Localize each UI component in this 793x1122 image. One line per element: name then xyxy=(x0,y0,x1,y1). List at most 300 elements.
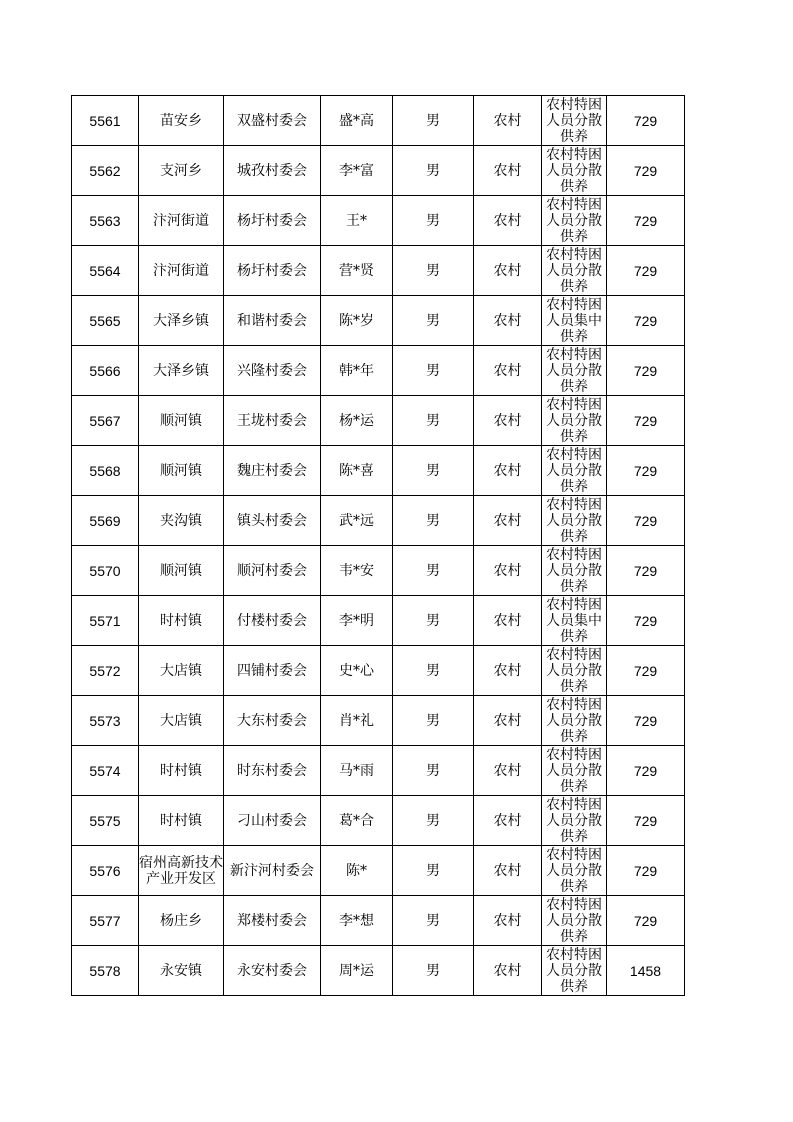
town-cell xyxy=(139,246,224,296)
record-id-cell-text: 5565 xyxy=(89,312,121,329)
record-id-cell-text: 5563 xyxy=(89,212,121,229)
amount-cell xyxy=(607,796,685,846)
amount-cell-text: 729 xyxy=(633,612,658,629)
record-id-cell-text: 5573 xyxy=(89,712,121,729)
amount-cell xyxy=(607,346,685,396)
support-type-cell-text: 农村特困人员分散供养 xyxy=(546,197,602,245)
person-name-cell xyxy=(321,96,393,146)
town-cell-text: 时村镇 xyxy=(160,612,202,629)
town-cell xyxy=(139,596,224,646)
town-cell xyxy=(139,646,224,696)
table-row xyxy=(72,296,685,346)
town-cell-text: 时村镇 xyxy=(160,762,202,779)
gender-cell-text: 男 xyxy=(426,562,440,579)
amount-cell xyxy=(607,96,685,146)
support-type-cell xyxy=(542,896,607,946)
town-cell-text: 大泽乡镇 xyxy=(153,312,209,329)
amount-cell xyxy=(607,696,685,746)
gender-cell-text: 男 xyxy=(426,262,440,279)
gender-cell-text: 男 xyxy=(426,462,440,479)
support-type-cell-text: 农村特困人员分散供养 xyxy=(546,97,602,145)
record-id-cell xyxy=(72,446,139,496)
town-cell xyxy=(139,146,224,196)
table-row xyxy=(72,446,685,496)
area-type-cell-text: 农村 xyxy=(493,412,522,429)
village-committee-cell xyxy=(224,346,321,396)
amount-cell-text: 729 xyxy=(633,912,658,929)
village-committee-cell xyxy=(224,746,321,796)
support-type-cell xyxy=(542,196,607,246)
area-type-cell xyxy=(474,96,542,146)
town-cell-text: 顺河镇 xyxy=(160,562,202,579)
town-cell xyxy=(139,696,224,746)
support-type-cell-text: 农村特困人员分散供养 xyxy=(546,147,602,195)
person-name-cell xyxy=(321,846,393,896)
town-cell xyxy=(139,196,224,246)
area-type-cell-text: 农村 xyxy=(493,362,522,379)
amount-cell-text: 729 xyxy=(633,862,658,879)
record-id-cell xyxy=(72,746,139,796)
town-cell xyxy=(139,846,224,896)
person-name-cell xyxy=(321,396,393,446)
person-name-cell xyxy=(321,346,393,396)
support-type-cell xyxy=(542,696,607,746)
person-name-cell xyxy=(321,146,393,196)
gender-cell-text: 男 xyxy=(426,812,440,829)
gender-cell xyxy=(393,946,474,996)
town-cell xyxy=(139,396,224,446)
gender-cell xyxy=(393,446,474,496)
gender-cell xyxy=(393,146,474,196)
person-name-cell xyxy=(321,696,393,746)
record-id-cell xyxy=(72,346,139,396)
village-committee-cell-text: 大东村委会 xyxy=(237,712,307,729)
person-name-cell-text: 陈*岁 xyxy=(339,312,374,329)
support-type-cell xyxy=(542,496,607,546)
amount-cell-text: 729 xyxy=(633,512,658,529)
support-type-cell xyxy=(542,796,607,846)
record-id-cell xyxy=(72,546,139,596)
gender-cell-text: 男 xyxy=(426,662,440,679)
record-id-cell-text: 5576 xyxy=(89,862,121,879)
area-type-cell xyxy=(474,496,542,546)
gender-cell-text: 男 xyxy=(426,912,440,929)
table-row xyxy=(72,496,685,546)
area-type-cell-text: 农村 xyxy=(493,612,522,629)
record-id-cell xyxy=(72,96,139,146)
person-name-cell-text: 史*心 xyxy=(339,662,374,679)
gender-cell-text: 男 xyxy=(426,162,440,179)
person-name-cell xyxy=(321,596,393,646)
area-type-cell xyxy=(474,396,542,446)
area-type-cell-text: 农村 xyxy=(493,812,522,829)
gender-cell-text: 男 xyxy=(426,412,440,429)
village-committee-cell xyxy=(224,646,321,696)
amount-cell xyxy=(607,196,685,246)
gender-cell xyxy=(393,546,474,596)
table-row xyxy=(72,746,685,796)
town-cell xyxy=(139,446,224,496)
gender-cell-text: 男 xyxy=(426,612,440,629)
support-type-cell xyxy=(542,946,607,996)
area-type-cell xyxy=(474,796,542,846)
record-id-cell xyxy=(72,296,139,346)
amount-cell-text: 729 xyxy=(633,412,658,429)
gender-cell xyxy=(393,746,474,796)
person-name-cell xyxy=(321,646,393,696)
gender-cell xyxy=(393,496,474,546)
person-name-cell xyxy=(321,496,393,546)
record-id-cell xyxy=(72,846,139,896)
person-name-cell-text: 肖*礼 xyxy=(339,712,374,729)
village-committee-cell xyxy=(224,396,321,446)
record-id-cell-text: 5574 xyxy=(89,762,121,779)
table-row xyxy=(72,346,685,396)
support-type-cell-text: 农村特困人员分散供养 xyxy=(546,547,602,595)
person-name-cell-text: 韦*安 xyxy=(339,562,374,579)
person-name-cell xyxy=(321,746,393,796)
support-type-cell xyxy=(542,246,607,296)
area-type-cell xyxy=(474,946,542,996)
village-committee-cell xyxy=(224,196,321,246)
amount-cell xyxy=(607,296,685,346)
town-cell-text: 时村镇 xyxy=(160,812,202,829)
town-cell-text: 夹沟镇 xyxy=(160,512,202,529)
support-type-cell-text: 农村特困人员分散供养 xyxy=(546,447,602,495)
amount-cell-text: 729 xyxy=(633,112,658,129)
table-row xyxy=(72,396,685,446)
person-name-cell-text: 李*想 xyxy=(339,912,374,929)
area-type-cell-text: 农村 xyxy=(493,912,522,929)
person-name-cell-text: 杨*运 xyxy=(339,412,374,429)
person-name-cell-text: 陈* xyxy=(346,862,367,879)
amount-cell-text: 729 xyxy=(633,762,658,779)
record-id-cell-text: 5572 xyxy=(89,662,121,679)
gender-cell-text: 男 xyxy=(426,762,440,779)
gender-cell xyxy=(393,646,474,696)
support-type-cell xyxy=(542,296,607,346)
support-type-cell-text: 农村特困人员集中供养 xyxy=(546,297,602,345)
person-name-cell xyxy=(321,196,393,246)
gender-cell xyxy=(393,796,474,846)
town-cell-text: 大店镇 xyxy=(160,712,202,729)
gender-cell-text: 男 xyxy=(426,962,440,979)
amount-cell-text: 729 xyxy=(633,812,658,829)
town-cell xyxy=(139,946,224,996)
record-id-cell-text: 5575 xyxy=(89,812,121,829)
town-cell xyxy=(139,96,224,146)
area-type-cell-text: 农村 xyxy=(493,462,522,479)
area-type-cell-text: 农村 xyxy=(493,162,522,179)
record-id-cell xyxy=(72,646,139,696)
town-cell-text: 支河乡 xyxy=(160,162,202,179)
support-type-cell xyxy=(542,546,607,596)
town-cell-text: 大泽乡镇 xyxy=(153,362,209,379)
town-cell-text: 大店镇 xyxy=(160,662,202,679)
record-id-cell xyxy=(72,146,139,196)
gender-cell xyxy=(393,296,474,346)
table-row xyxy=(72,646,685,696)
village-committee-cell xyxy=(224,596,321,646)
village-committee-cell xyxy=(224,696,321,746)
village-committee-cell xyxy=(224,96,321,146)
support-type-cell-text: 农村特困人员分散供养 xyxy=(546,797,602,845)
support-type-cell xyxy=(542,146,607,196)
person-name-cell-text: 李*富 xyxy=(339,162,374,179)
area-type-cell-text: 农村 xyxy=(493,962,522,979)
support-type-cell-text: 农村特困人员分散供养 xyxy=(546,247,602,295)
amount-cell-text: 729 xyxy=(633,312,658,329)
town-cell-text: 汴河街道 xyxy=(153,262,209,279)
village-committee-cell-text: 杨圩村委会 xyxy=(237,212,307,229)
area-type-cell-text: 农村 xyxy=(493,262,522,279)
support-type-cell xyxy=(542,596,607,646)
amount-cell xyxy=(607,246,685,296)
amount-cell-text: 729 xyxy=(633,162,658,179)
village-committee-cell-text: 顺河村委会 xyxy=(237,562,307,579)
amount-cell-text: 1458 xyxy=(629,962,662,979)
area-type-cell xyxy=(474,146,542,196)
town-cell xyxy=(139,896,224,946)
gender-cell xyxy=(393,396,474,446)
town-cell-text: 永安镇 xyxy=(160,962,202,979)
person-name-cell-text: 周*运 xyxy=(339,962,374,979)
area-type-cell xyxy=(474,346,542,396)
amount-cell xyxy=(607,946,685,996)
amount-cell-text: 729 xyxy=(633,562,658,579)
person-name-cell-text: 武*远 xyxy=(339,512,374,529)
table-row xyxy=(72,246,685,296)
table-row xyxy=(72,846,685,896)
village-committee-cell-text: 新汴河村委会 xyxy=(230,862,314,879)
village-committee-cell xyxy=(224,546,321,596)
person-name-cell-text: 王* xyxy=(346,212,367,229)
amount-cell xyxy=(607,446,685,496)
support-type-cell xyxy=(542,746,607,796)
table-row xyxy=(72,546,685,596)
record-id-cell-text: 5564 xyxy=(89,262,121,279)
town-cell xyxy=(139,796,224,846)
record-id-cell-text: 5567 xyxy=(89,412,121,429)
record-id-cell xyxy=(72,796,139,846)
record-id-cell xyxy=(72,246,139,296)
town-cell-text: 顺河镇 xyxy=(160,412,202,429)
area-type-cell-text: 农村 xyxy=(493,212,522,229)
person-name-cell-text: 盛*高 xyxy=(339,112,374,129)
area-type-cell-text: 农村 xyxy=(493,312,522,329)
village-committee-cell xyxy=(224,246,321,296)
gender-cell xyxy=(393,596,474,646)
town-cell-text: 汴河街道 xyxy=(153,212,209,229)
record-id-cell xyxy=(72,946,139,996)
record-id-cell-text: 5566 xyxy=(89,362,121,379)
table-row xyxy=(72,896,685,946)
person-name-cell xyxy=(321,546,393,596)
town-cell-text: 杨庄乡 xyxy=(160,912,202,929)
support-type-cell-text: 农村特困人员分散供养 xyxy=(546,347,602,395)
amount-cell-text: 729 xyxy=(633,462,658,479)
village-committee-cell xyxy=(224,446,321,496)
gender-cell xyxy=(393,246,474,296)
village-committee-cell-text: 杨圩村委会 xyxy=(237,262,307,279)
support-type-cell xyxy=(542,846,607,896)
person-name-cell-text: 葛*合 xyxy=(339,812,374,829)
area-type-cell-text: 农村 xyxy=(493,862,522,879)
table-row xyxy=(72,946,685,996)
gender-cell xyxy=(393,896,474,946)
person-name-cell xyxy=(321,246,393,296)
support-type-cell-text: 农村特困人员分散供养 xyxy=(546,697,602,745)
amount-cell xyxy=(607,896,685,946)
table-row xyxy=(72,596,685,646)
record-id-cell-text: 5568 xyxy=(89,462,121,479)
record-id-cell xyxy=(72,496,139,546)
person-name-cell xyxy=(321,296,393,346)
record-id-cell xyxy=(72,396,139,446)
area-type-cell xyxy=(474,646,542,696)
town-cell-text: 顺河镇 xyxy=(160,462,202,479)
area-type-cell xyxy=(474,446,542,496)
area-type-cell-text: 农村 xyxy=(493,712,522,729)
area-type-cell-text: 农村 xyxy=(493,662,522,679)
support-type-cell-text: 农村特困人员分散供养 xyxy=(546,897,602,945)
area-type-cell xyxy=(474,296,542,346)
gender-cell-text: 男 xyxy=(426,362,440,379)
record-id-cell-text: 5562 xyxy=(89,162,121,179)
table-row xyxy=(72,96,685,146)
village-committee-cell-text: 刁山村委会 xyxy=(237,812,307,829)
record-id-cell-text: 5570 xyxy=(89,562,121,579)
table-row xyxy=(72,796,685,846)
support-type-cell-text: 农村特困人员分散供养 xyxy=(546,847,602,895)
town-cell-text: 苗安乡 xyxy=(160,112,202,129)
support-type-cell-text: 农村特困人员分散供养 xyxy=(546,747,602,795)
records-table-body xyxy=(72,96,685,996)
table-row xyxy=(72,196,685,246)
person-name-cell xyxy=(321,446,393,496)
amount-cell xyxy=(607,646,685,696)
record-id-cell xyxy=(72,696,139,746)
village-committee-cell-text: 付楼村委会 xyxy=(237,612,307,629)
table-row xyxy=(72,146,685,196)
gender-cell xyxy=(393,846,474,896)
village-committee-cell-text: 郑楼村委会 xyxy=(237,912,307,929)
village-committee-cell xyxy=(224,146,321,196)
amount-cell-text: 729 xyxy=(633,262,658,279)
amount-cell xyxy=(607,146,685,196)
area-type-cell xyxy=(474,196,542,246)
gender-cell-text: 男 xyxy=(426,112,440,129)
record-id-cell-text: 5569 xyxy=(89,512,121,529)
village-committee-cell-text: 兴隆村委会 xyxy=(237,362,307,379)
gender-cell-text: 男 xyxy=(426,862,440,879)
area-type-cell xyxy=(474,746,542,796)
support-type-cell-text: 农村特困人员分散供养 xyxy=(546,397,602,445)
gender-cell xyxy=(393,96,474,146)
town-cell-text: 宿州高新技术产业开发区 xyxy=(139,854,223,887)
town-cell xyxy=(139,546,224,596)
village-committee-cell xyxy=(224,946,321,996)
village-committee-cell-text: 王垅村委会 xyxy=(237,412,307,429)
records-table xyxy=(71,95,685,996)
village-committee-cell-text: 镇头村委会 xyxy=(237,512,307,529)
support-type-cell xyxy=(542,346,607,396)
area-type-cell xyxy=(474,696,542,746)
person-name-cell-text: 马*雨 xyxy=(339,762,374,779)
support-type-cell-text: 农村特困人员分散供养 xyxy=(546,497,602,545)
support-type-cell xyxy=(542,96,607,146)
gender-cell-text: 男 xyxy=(426,512,440,529)
amount-cell-text: 729 xyxy=(633,712,658,729)
record-id-cell xyxy=(72,896,139,946)
gender-cell xyxy=(393,696,474,746)
amount-cell-text: 729 xyxy=(633,212,658,229)
village-committee-cell xyxy=(224,296,321,346)
support-type-cell xyxy=(542,396,607,446)
area-type-cell xyxy=(474,246,542,296)
table-row xyxy=(72,696,685,746)
support-type-cell-text: 农村特困人员分散供养 xyxy=(546,647,602,695)
record-id-cell-text: 5577 xyxy=(89,912,121,929)
person-name-cell-text: 营*贤 xyxy=(339,262,374,279)
gender-cell-text: 男 xyxy=(426,712,440,729)
amount-cell xyxy=(607,496,685,546)
village-committee-cell-text: 永安村委会 xyxy=(237,962,307,979)
amount-cell xyxy=(607,396,685,446)
village-committee-cell-text: 城孜村委会 xyxy=(237,162,307,179)
support-type-cell-text: 农村特困人员集中供养 xyxy=(546,597,602,645)
area-type-cell-text: 农村 xyxy=(493,112,522,129)
town-cell xyxy=(139,746,224,796)
gender-cell xyxy=(393,196,474,246)
record-id-cell-text: 5571 xyxy=(89,612,121,629)
amount-cell-text: 729 xyxy=(633,362,658,379)
town-cell xyxy=(139,346,224,396)
person-name-cell xyxy=(321,896,393,946)
amount-cell-text: 729 xyxy=(633,662,658,679)
person-name-cell-text: 陈*喜 xyxy=(339,462,374,479)
town-cell xyxy=(139,496,224,546)
gender-cell-text: 男 xyxy=(426,312,440,329)
support-type-cell-text: 农村特困人员分散供养 xyxy=(546,947,602,995)
village-committee-cell-text: 和谐村委会 xyxy=(237,312,307,329)
area-type-cell xyxy=(474,546,542,596)
person-name-cell-text: 韩*年 xyxy=(339,362,374,379)
village-committee-cell-text: 魏庄村委会 xyxy=(237,462,307,479)
village-committee-cell xyxy=(224,496,321,546)
record-id-cell-text: 5561 xyxy=(89,112,121,129)
area-type-cell xyxy=(474,846,542,896)
village-committee-cell xyxy=(224,846,321,896)
village-committee-cell xyxy=(224,796,321,846)
person-name-cell xyxy=(321,946,393,996)
town-cell xyxy=(139,296,224,346)
record-id-cell xyxy=(72,596,139,646)
amount-cell xyxy=(607,846,685,896)
area-type-cell-text: 农村 xyxy=(493,762,522,779)
gender-cell xyxy=(393,346,474,396)
record-id-cell xyxy=(72,196,139,246)
area-type-cell xyxy=(474,896,542,946)
person-name-cell xyxy=(321,796,393,846)
record-id-cell-text: 5578 xyxy=(89,962,121,979)
amount-cell xyxy=(607,596,685,646)
area-type-cell-text: 农村 xyxy=(493,562,522,579)
village-committee-cell-text: 四铺村委会 xyxy=(237,662,307,679)
village-committee-cell-text: 双盛村委会 xyxy=(237,112,307,129)
amount-cell xyxy=(607,546,685,596)
person-name-cell-text: 李*明 xyxy=(339,612,374,629)
